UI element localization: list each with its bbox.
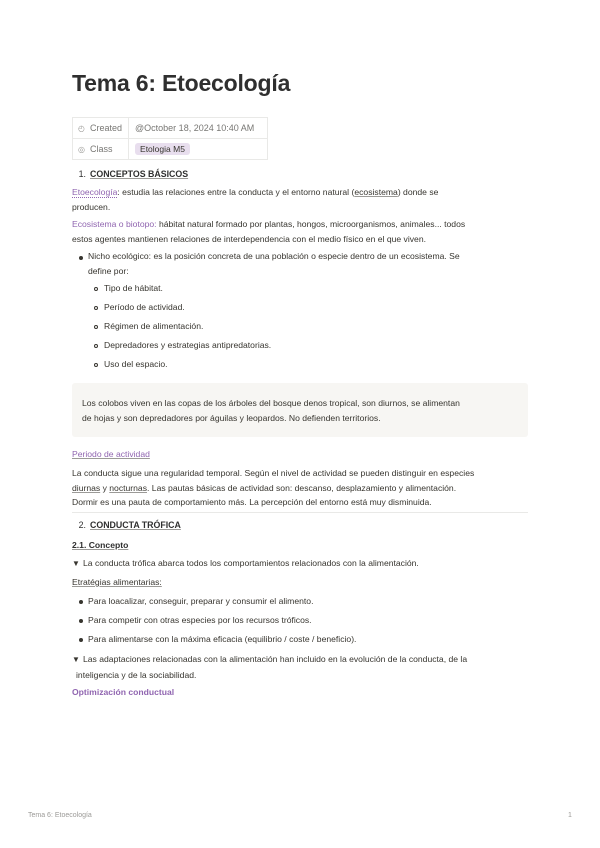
list-item-nicho: Nicho ecológico: es la posición concreta de una población o especie dentro de un ecosistema. Se define por: [88, 251, 460, 276]
term-etoecologia: Etoecología [72, 187, 118, 197]
toggle-adaptaciones[interactable]: ▼ Las adaptaciones relacionadas con la alimentación han incluido en la evolución de la conducta, de la inteligencia y de la sociabilidad. [72, 654, 468, 680]
list-item: Período de actividad. [104, 302, 185, 312]
link-ecosistema[interactable]: ecosistema [354, 187, 398, 197]
callout-box [72, 383, 528, 437]
toggle-conducta-trofica[interactable]: ▼ La conducta trófica abarca todos los comportamientos relacionados con la alimentación. [72, 556, 528, 572]
bullet-dot [79, 256, 83, 260]
subheading-optimizacion: Optimización conductual [72, 687, 175, 697]
section-heading-2: 2. CONDUCTA TRÓFICA [78, 520, 181, 530]
link-diurnas[interactable]: diurnas [72, 482, 101, 493]
class-tag[interactable]: Etologia M5 [135, 143, 190, 155]
list-item: Para alimentarse con la máxima eficacia (equilibrio / coste / beneficio). [88, 634, 357, 644]
property-row-created [73, 118, 268, 139]
property-row-class [73, 139, 268, 160]
class-icon: ◎ [78, 145, 85, 154]
term-ecosistema: Ecosistema o biotopo: [72, 219, 157, 229]
subheading-concepto: 2.1. Concepto [72, 540, 129, 550]
list-item: Uso del espacio. [104, 359, 168, 369]
page-title: Tema 6: Etoecología [72, 70, 291, 96]
toggle-triangle-icon[interactable]: ▼ [72, 655, 80, 664]
link-nocturnas[interactable]: nocturnas [109, 482, 148, 493]
bullet-ring [94, 363, 98, 367]
callout-text: Los colobos viven en las copas de los árboles del bosque denos tropical, son diurnos, se alimentan de hojas y son depredadores por águilas y leopardos. No defienden territorios. [82, 398, 460, 423]
divider [72, 512, 528, 513]
bullet-ring [94, 306, 98, 310]
paragraph-ecosistema: Ecosistema o biotopo: hábitat natural formado por plantas, hongos, microorganismos, animales... todos estos agentes mantienen relaciones de interdependencia con el medio físico en el que viven. [72, 219, 466, 244]
footer-page-number: 1 [568, 812, 572, 819]
list-item: Régimen de alimentación. [104, 321, 204, 331]
section-heading-1: 1. CONCEPTOS BÁSICOS [78, 169, 189, 179]
bullet-ring [94, 287, 98, 291]
list-item: Tipo de hábitat. [104, 283, 163, 293]
list-item: Para loacalizar, conseguir, preparar y consumir el alimento. [88, 596, 314, 606]
bullet-ring [94, 344, 98, 348]
footer-doc-name: Tema 6: Etoecología [28, 812, 92, 819]
subheading-periodo: Periodo de actividad [72, 449, 150, 459]
property-value[interactable]: @October 18, 2024 10:40 AM [129, 118, 268, 139]
bullet-ring [94, 325, 98, 329]
toggle-triangle-icon[interactable]: ▼ [72, 559, 80, 568]
subheading-estrategias: Etratégias alimentarias: [72, 577, 162, 587]
paragraph-periodo: La conducta sigue una regularidad temporal. Según el nivel de actividad se pueden distinguir en especies diurnas y nocturnas. Las pautas básicas de actividad son: descanso, desplazamiento y alimentación. Dormir es una pauta de comportamiento más. La percepción del entorno está muy disminuida. [72, 468, 475, 508]
list-item: Depredadores y estrategias antipredatorias. [104, 340, 272, 350]
property-key: Created [90, 123, 123, 133]
paragraph-etoecologia: Etoecología: estudia las relaciones entre la conducta y el entorno natural (ecosistema) donde se producen. [72, 187, 439, 212]
property-key: Class [90, 144, 113, 154]
bullet-dot [79, 619, 83, 623]
clock-icon: ◴ [78, 124, 85, 133]
properties-table [72, 117, 268, 160]
list-item: Para competir con otras especies por los recursos tróficos. [88, 615, 312, 625]
bullet-dot [79, 638, 83, 642]
bullet-dot [79, 600, 83, 604]
